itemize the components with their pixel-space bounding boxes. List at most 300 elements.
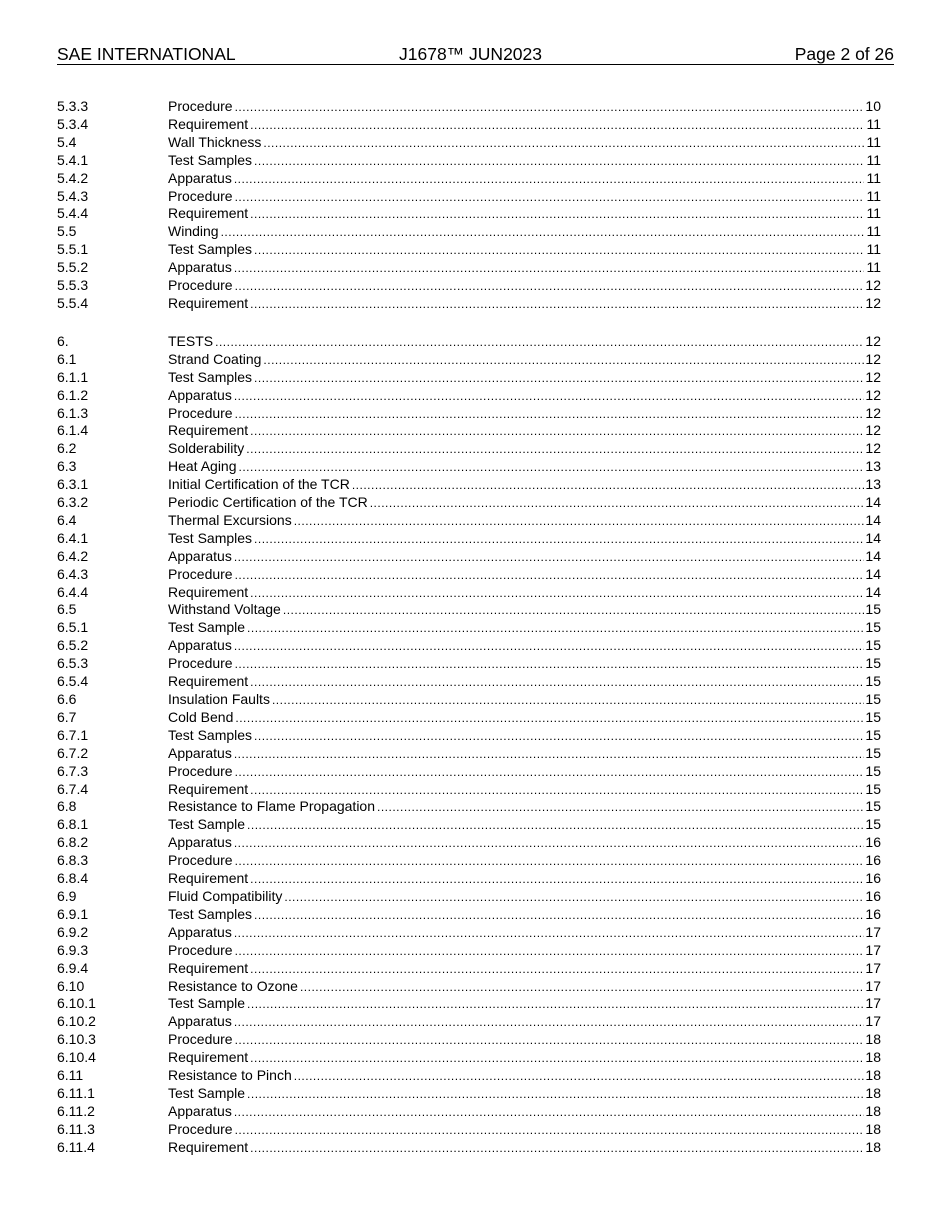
toc-dot-leader [250,1050,864,1068]
toc-entry [57,458,881,476]
toc-section-number: 6.10.2 [57,1013,96,1030]
toc-page-number: 11 [866,205,881,222]
toc-entry-body [168,205,881,224]
toc-page-number: 12 [865,368,881,385]
toc-entry [57,816,881,834]
toc-section-number: 6.7 [57,708,77,725]
toc-section-number: 6.1.2 [57,386,89,403]
toc-dot-leader [250,296,864,314]
toc-section-title: Procedure [168,1120,233,1137]
toc-entry [57,223,881,241]
toc-dot-leader [283,602,864,620]
toc-section-number: 6.9 [57,887,77,904]
toc-dot-leader [235,764,864,782]
toc-entry [57,995,881,1013]
toc-section-title: Test Sample [168,995,246,1012]
toc-entry-body [168,152,881,171]
toc-entry [57,655,881,673]
toc-page-number: 14 [865,494,881,511]
toc-section-number: 5.3.3 [57,98,89,114]
toc-entry [57,152,881,170]
toc-section-number: 5.5.2 [57,259,89,276]
toc-dot-leader [235,1032,864,1050]
toc-page-number: 16 [865,834,881,851]
toc-page-number: 17 [865,941,881,958]
toc-page-number: 14 [865,547,881,564]
toc-section-number: 6.10 [57,977,85,994]
toc-entry-body [168,798,881,817]
toc-page-number: 11 [866,223,881,240]
toc-entry [57,530,881,548]
toc-section-title: Fluid Compatibility [168,887,283,904]
toc-section-title: Winding [168,223,219,240]
toc-section-title: Apparatus [168,169,232,186]
toc-entry [57,691,881,709]
toc-page-number: 18 [865,1120,881,1137]
toc-entry-body [168,1049,881,1068]
toc-entry-body [168,655,881,674]
toc-section-title: Requirement [168,1049,249,1066]
toc-entry [57,978,881,996]
toc-page-number: 14 [865,529,881,546]
toc-page-number: 15 [865,726,881,743]
toc-dot-leader [263,135,864,153]
toc-section-title: Strand Coating [168,350,262,367]
toc-entry [57,637,881,655]
toc-section-title: Heat Aging [168,458,237,475]
toc-section-title: Apparatus [168,834,232,851]
toc-section-title: Test Samples [168,726,253,743]
toc-entry-body [168,1103,881,1122]
toc-section-title: Procedure [168,98,233,114]
toc-entry-body [168,295,881,314]
toc-entry-body [168,387,881,406]
toc-section-number: 6.7.4 [57,780,89,797]
toc-page-number: 16 [865,852,881,869]
toc-section-title: Requirement [168,870,249,887]
toc-entry [57,351,881,369]
toc-page-number: 12 [865,332,881,349]
toc-section-title: Test Sample [168,619,246,636]
toc-section-title: Requirement [168,1138,249,1155]
toc-section-number: 6.6 [57,691,77,707]
toc-section-title: Test Sample [168,1084,246,1101]
toc-section-title: Wall Thickness [168,133,262,150]
toc-section-number: 6.1.1 [57,368,89,385]
toc-entry-body [168,888,881,907]
toc-section-title: Procedure [168,565,233,582]
toc-section-number: 6.10.1 [57,995,96,1012]
toc-section-number: 6.5.4 [57,673,89,690]
toc-entry [57,798,881,816]
toc-entry [57,134,881,152]
publisher-name: SAE INTERNATIONAL [57,44,236,64]
toc-entry-body [168,978,881,997]
toc-section-number: 5.5.1 [57,241,89,258]
toc-dot-leader [352,477,864,495]
toc-section-title: Test Samples [168,151,253,168]
toc-entry [57,566,881,584]
toc-entry [57,422,881,440]
toc-entry [57,1103,881,1121]
toc-dot-leader [300,979,864,997]
toc-section-number: 6.9.3 [57,941,89,958]
toc-page-number: 11 [866,115,881,132]
toc-section-title: Requirement [168,115,249,132]
toc-dot-leader [254,153,864,171]
toc-section-number: 6.4 [57,511,77,528]
toc-page-number: 15 [865,601,881,618]
toc-entry-body [168,709,881,728]
toc-dot-leader [234,260,864,278]
toc-section-title: Periodic Certification of the TCR [168,494,368,511]
toc-entry [57,512,881,530]
toc-section-number: 5.4.2 [57,169,89,186]
toc-page-number: 12 [865,350,881,367]
toc-dot-leader [234,549,864,567]
toc-page-number: 12 [865,294,881,311]
toc-section-title: Requirement [168,205,249,222]
toc-page-number: 14 [865,511,881,528]
toc-page-number: 15 [865,637,881,654]
toc-dot-leader [221,224,864,242]
toc-dot-leader [235,656,864,674]
toc-entry-body [168,1139,881,1158]
toc-page-number: 11 [866,187,881,204]
toc-dot-leader [235,710,864,728]
toc-entry-body [168,1085,881,1104]
toc-entry [57,601,881,619]
toc-entry [57,745,881,763]
toc-section-title: Procedure [168,187,233,204]
toc-page-number: 10 [865,98,881,114]
toc-entry-body [168,852,881,871]
toc-entry [57,241,881,259]
toc-section-title: Apparatus [168,386,232,403]
toc-entry-body [168,422,881,441]
toc-section-number: 6.8.2 [57,834,89,851]
toc-entry [57,259,881,277]
toc-page-number: 11 [866,133,881,150]
toc-section-title: Insulation Faults [168,691,270,707]
toc-page-number: 18 [865,1084,881,1101]
toc-dot-leader [239,459,865,477]
toc-page-number: 12 [865,404,881,421]
toc-entry [57,1067,881,1085]
toc-entry-body [168,584,881,603]
toc-dot-leader [263,352,864,370]
toc-section-number: 6.4.2 [57,547,89,564]
toc-section-number: 6.11 [57,1067,84,1084]
toc-entry-body [168,1067,881,1086]
toc-dot-leader [250,585,864,603]
toc-dot-leader [250,423,864,441]
toc-dot-leader [284,889,864,907]
toc-section-title: Procedure [168,941,233,958]
toc-entry-body [168,1013,881,1032]
toc-dot-leader [235,189,864,207]
toc-dot-leader [234,171,864,189]
toc-dot-leader [370,495,864,513]
toc-dot-leader [234,835,864,853]
toc-section-number: 6.8.4 [57,870,89,887]
toc-section-number: 6.5 [57,601,77,618]
toc-dot-leader [254,728,864,746]
toc-entry [57,584,881,602]
toc-entry-body [168,440,881,459]
toc-section-number: 6.3.1 [57,476,89,493]
toc-section-gap [57,313,881,333]
toc-section-number: 6.1.3 [57,404,89,421]
toc-section-title: Initial Certification of the TCR [168,476,350,493]
toc-page-number: 18 [865,1049,881,1066]
toc-dot-leader [247,620,864,638]
toc-section-number: 6.7.1 [57,726,89,743]
toc-dot-leader [234,1104,864,1122]
toc-page-number: 14 [865,565,881,582]
toc-dot-leader [377,799,864,817]
toc-section-title: TESTS [168,332,214,349]
toc-dot-leader [235,567,864,585]
toc-entry [57,763,881,781]
toc-dot-leader [250,871,864,889]
toc-section-number: 6.4.1 [57,529,89,546]
toc-section-number: 6.4.3 [57,565,89,582]
toc-page-number: 15 [865,762,881,779]
toc-entry-body [168,691,881,710]
toc-section-title: Apparatus [168,547,232,564]
toc-entry-body [168,116,881,135]
toc-section-number: 5.5.4 [57,294,89,311]
toc-entry [57,205,881,223]
toc-entry [57,619,881,637]
toc-entry-body [168,673,881,692]
toc-section-number: 6.10.3 [57,1031,96,1048]
toc-dot-leader [250,206,864,224]
toc-entry-body [168,601,881,620]
toc-section-number: 5.5 [57,223,77,240]
toc-section-number: 6.10.4 [57,1049,96,1066]
toc-entry-body [168,816,881,835]
toc-page-number: 12 [865,277,881,294]
toc-dot-leader [247,1086,864,1104]
toc-section-number: 6.2 [57,440,77,457]
toc-entry-body [168,476,881,495]
toc-page-number: 16 [865,887,881,904]
toc-dot-leader [234,388,864,406]
toc-section-number: 6.3 [57,458,77,475]
toc-dot-leader [250,782,864,800]
toc-dot-leader [254,370,864,388]
toc-entry-body [168,241,881,260]
toc-entry [57,333,881,351]
toc-section-title: Apparatus [168,923,232,940]
toc-entry [57,369,881,387]
toc-page-number: 15 [865,744,881,761]
toc-dot-leader [215,334,864,352]
toc-dot-leader [254,531,864,549]
toc-dot-leader [235,99,864,117]
toc-entry-body [168,619,881,638]
toc-entry [57,116,881,134]
toc-entry-body [168,458,881,477]
toc-dot-leader [254,907,864,925]
toc-dot-leader [272,692,864,710]
document-id: J1678™ JUN2023 [399,44,542,64]
toc-dot-leader [247,996,864,1014]
toc-entry-body [168,405,881,424]
toc-entry [57,476,881,494]
toc-entry-body [168,566,881,585]
toc-section-title: Apparatus [168,259,232,276]
toc-entry-body [168,763,881,782]
toc-section-title: Procedure [168,1031,233,1048]
toc-page-number: 16 [865,870,881,887]
toc-entry [57,942,881,960]
toc-section-number: 6.4.4 [57,583,89,600]
toc-section-title: Apparatus [168,1102,232,1119]
toc-page-number: 17 [865,923,881,940]
toc-entry-body [168,188,881,207]
toc-entry [57,295,881,313]
toc-section-title: Procedure [168,762,233,779]
toc-page-number: 15 [865,798,881,815]
toc-entry [57,494,881,512]
toc-page-number: 15 [865,816,881,833]
toc-page-number: 13 [865,476,881,493]
toc-section-title: Test Samples [168,529,253,546]
toc-entry [57,870,881,888]
toc-section-number: 5.4 [57,133,77,150]
toc-entry-body [168,834,881,853]
toc-entry [57,709,881,727]
page-header [57,44,894,65]
toc-dot-leader [247,817,864,835]
toc-page-number: 15 [865,673,881,690]
toc-page-number: 16 [865,905,881,922]
toc-entry-body [168,942,881,961]
toc-entry-body [168,924,881,943]
toc-entry-body [168,98,881,117]
toc-entry-body [168,745,881,764]
toc-entry [57,1013,881,1031]
toc-page-number: 12 [865,440,881,457]
toc-section-title: Test Sample [168,816,246,833]
toc-page-number: 17 [865,959,881,976]
toc-section-number: 6.11.1 [57,1084,95,1101]
toc-page-number: 15 [865,619,881,636]
toc-entry [57,781,881,799]
toc-section-title: Apparatus [168,744,232,761]
toc-section-number: 6.7.3 [57,762,89,779]
toc-page-number: 15 [865,708,881,725]
toc-entry-body [168,548,881,567]
toc-section-number: 6.9.4 [57,959,89,976]
toc-entry-body [168,637,881,656]
toc-section-title: Apparatus [168,637,232,654]
toc-section-number: 6.9.1 [57,905,89,922]
toc-page-number: 17 [865,977,881,994]
toc-entry-body [168,1031,881,1050]
toc-dot-leader [235,853,864,871]
toc-dot-leader [250,961,864,979]
toc-dot-leader [294,1068,864,1086]
toc-entry [57,906,881,924]
toc-dot-leader [235,406,864,424]
toc-entry [57,1121,881,1139]
toc-entry [57,727,881,745]
toc-section-title: Resistance to Pinch [168,1067,292,1084]
toc-entry-body [168,134,881,153]
toc-page-number: 18 [865,1031,881,1048]
toc-page-number: 12 [865,386,881,403]
toc-section-number: 6.1.4 [57,422,89,439]
toc-entry-body [168,494,881,513]
toc-page-number: 13 [865,458,881,475]
toc-entry-body [168,351,881,370]
toc-section-number: 6.8.1 [57,816,89,833]
toc-section-title: Procedure [168,852,233,869]
toc-section-title: Withstand Voltage [168,601,281,618]
toc-section-title: Resistance to Ozone [168,977,298,994]
toc-section-number: 5.3.4 [57,115,89,132]
toc-page-number: 17 [865,995,881,1012]
toc-entry-body [168,960,881,979]
toc-section-title: Requirement [168,673,249,690]
toc-section-number: 6.8.3 [57,852,89,869]
table-of-contents [57,98,881,1157]
toc-entry [57,834,881,852]
toc-entry-body [168,906,881,925]
toc-page-number: 17 [865,1013,881,1030]
toc-section-title: Procedure [168,404,233,421]
toc-section-title: Requirement [168,422,249,439]
toc-section-number: 6.3.2 [57,494,89,511]
toc-entry [57,673,881,691]
toc-entry-body [168,1121,881,1140]
toc-entry [57,170,881,188]
toc-entry-body [168,223,881,242]
toc-entry [57,1049,881,1067]
toc-section-number: 6.1 [57,350,77,367]
toc-page-number: 14 [865,583,881,600]
toc-entry [57,852,881,870]
toc-section-title: Thermal Excursions [168,511,292,528]
toc-dot-leader [254,242,864,260]
toc-page-number: 15 [865,691,881,707]
toc-section-title: Solderability [168,440,245,457]
toc-section-title: Resistance to Flame Propagation [168,798,375,815]
toc-page-number: 11 [866,169,881,186]
toc-entry [57,888,881,906]
toc-section-title: Requirement [168,583,249,600]
toc-page-number: 15 [865,655,881,672]
toc-entry [57,405,881,423]
toc-section-number: 6.8 [57,798,77,815]
toc-entry [57,98,881,116]
toc-entry [57,1031,881,1049]
toc-section-number: 6.11.2 [57,1102,95,1119]
toc-entry-body [168,995,881,1014]
toc-entry [57,277,881,295]
toc-section-number: 5.4.1 [57,151,89,168]
toc-section-number: 6.5.3 [57,655,89,672]
toc-section-number: 5.4.3 [57,187,89,204]
toc-section-title: Test Samples [168,905,253,922]
toc-dot-leader [235,278,864,296]
toc-entry-body [168,781,881,800]
toc-page-number: 18 [865,1067,881,1084]
